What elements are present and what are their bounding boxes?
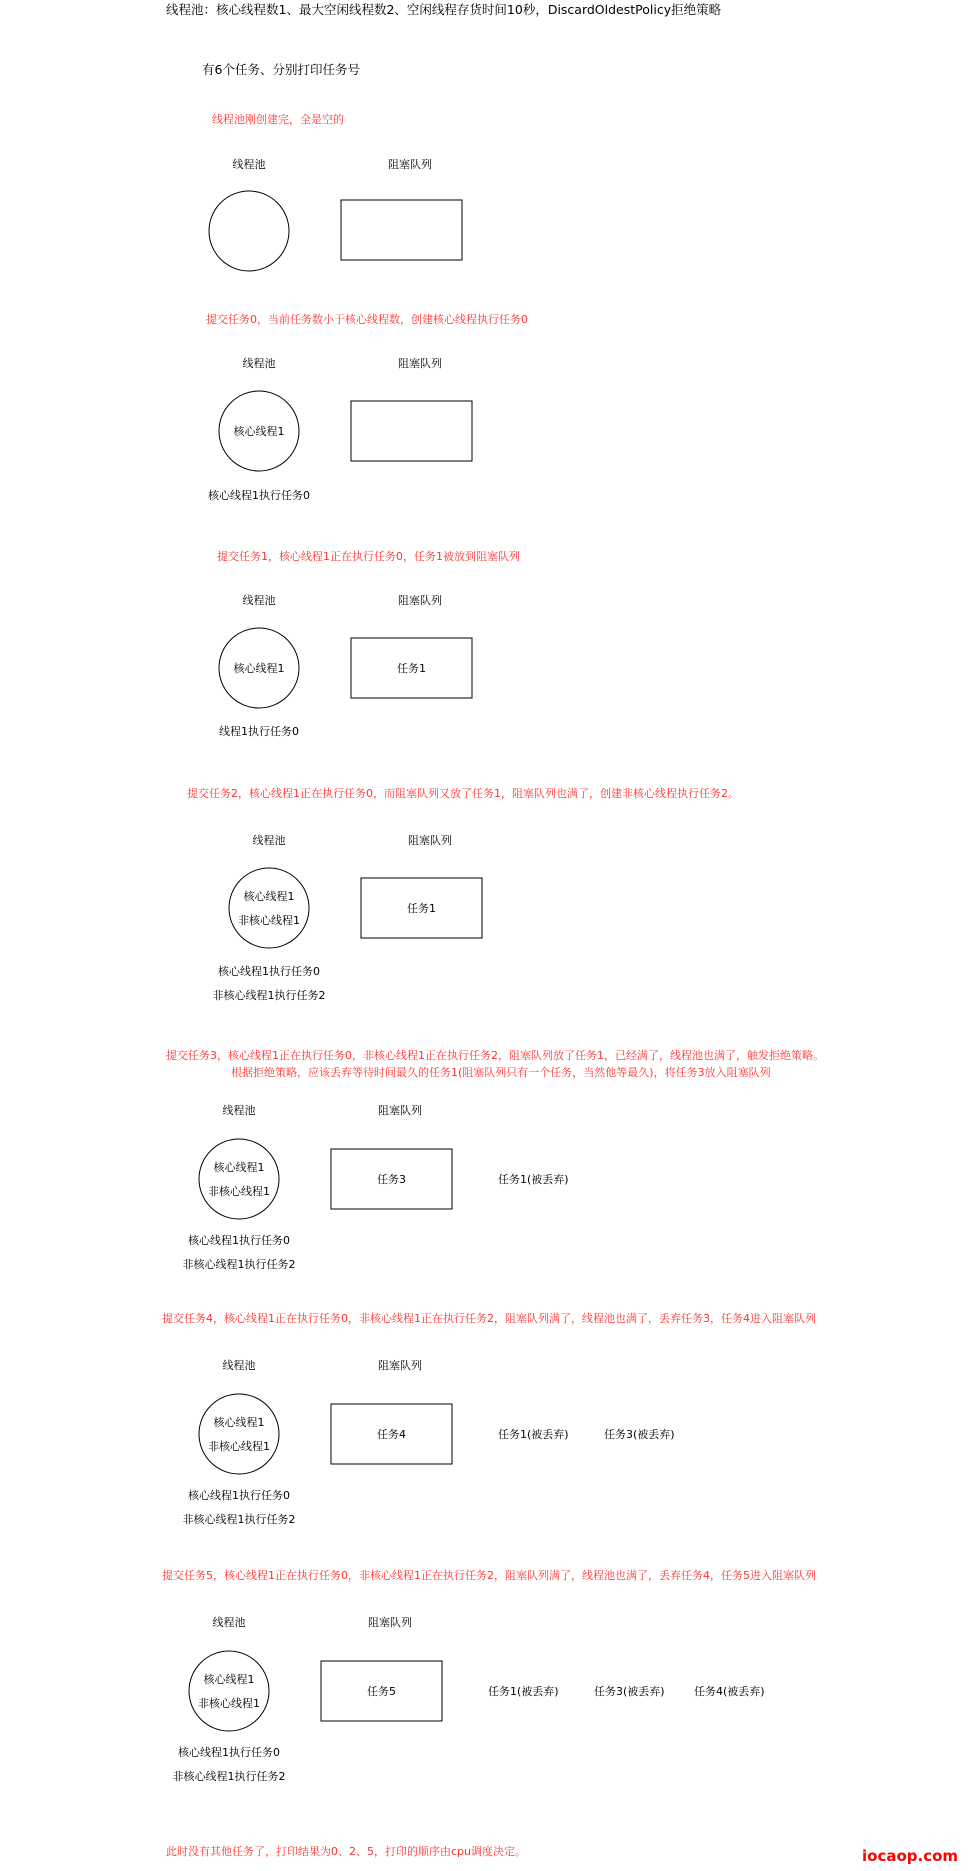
step-5-note-1: 核心线程1执行任务0 (188, 1234, 290, 1247)
step-3-queue-item: 任务1 (397, 662, 426, 675)
step-1-thread-pool-circle (209, 191, 289, 271)
step-4-pool-thread-2: 非核心线程1 (238, 914, 300, 927)
step-4-note-2: 非核心线程1执行任务2 (212, 989, 326, 1002)
step-7-thread-pool-circle (189, 1651, 269, 1731)
step-3-note-1: 线程1执行任务0 (219, 725, 299, 738)
step-3-pool-label: 线程池 (242, 594, 276, 607)
step-2-queue-label: 阻塞队列 (398, 357, 442, 370)
step-5-note-2: 非核心线程1执行任务2 (182, 1258, 296, 1271)
step-7-pool-thread-2: 非核心线程1 (198, 1697, 260, 1710)
step-1-blocking-queue-box (341, 200, 462, 260)
step-4-note-1: 核心线程1执行任务0 (218, 965, 320, 978)
step-6-queue-item: 任务4 (377, 1428, 406, 1441)
step-5-discarded-task-1: 任务1(被丢弃) (498, 1173, 569, 1186)
step-5-thread-pool-circle (199, 1139, 279, 1219)
step-6-pool-thread-2: 非核心线程1 (208, 1440, 270, 1453)
step-2-note-1: 核心线程1执行任务0 (208, 489, 310, 502)
step-7-queue-label: 阻塞队列 (368, 1616, 412, 1629)
step-6-caption-line-1: 提交任务4，核心线程1正在执行任务0，非核心线程1正在执行任务2，阻塞队列满了，线程池也满了，丢弃任务3，任务4进入阻塞队列 (162, 1312, 816, 1325)
step-7-discarded-task-3: 任务4(被丢弃) (694, 1685, 765, 1698)
step-4-queue-label: 阻塞队列 (408, 834, 452, 847)
step-6-discarded-task-2: 任务3(被丢弃) (604, 1428, 675, 1441)
step-1-pool-label: 线程池 (232, 158, 266, 171)
step-5-pool-label: 线程池 (222, 1104, 256, 1117)
step-7-queue-item: 任务5 (367, 1685, 396, 1698)
step-5-queue-label: 阻塞队列 (378, 1104, 422, 1117)
step-2-pool-thread-1: 核心线程1 (233, 425, 285, 438)
step-6-pool-thread-1: 核心线程1 (213, 1416, 265, 1429)
step-3-pool-thread-1: 核心线程1 (233, 662, 285, 675)
step-2-pool-label: 线程池 (242, 357, 276, 370)
step-2-caption-line-1: 提交任务0，当前任务数小于核心线程数，创建核心线程执行任务0 (206, 313, 528, 326)
step-5-caption-line-2: 根据拒绝策略，应该丢弃等待时间最久的任务1(阻塞队列只有一个任务，当然他等最久)，将任务3放入阻塞队列 (231, 1066, 771, 1079)
step-3-caption-line-1: 提交任务1，核心线程1正在执行任务0，任务1被放到阻塞队列 (217, 550, 520, 563)
step-5-pool-thread-2: 非核心线程1 (208, 1185, 270, 1198)
step-6-thread-pool-circle (199, 1394, 279, 1474)
step-2-blocking-queue-box (351, 401, 472, 461)
step-7-pool-label: 线程池 (212, 1616, 246, 1629)
step-6-note-2: 非核心线程1执行任务2 (182, 1513, 296, 1526)
step-7-discarded-task-1: 任务1(被丢弃) (488, 1685, 559, 1698)
step-7-pool-thread-1: 核心线程1 (203, 1673, 255, 1686)
steps-layer (162, 112, 824, 1783)
step-5-caption-line-1: 提交任务3，核心线程1正在执行任务0，非核心线程1正在执行任务2，阻塞队列放了任务1，已经满了，线程池也满了，触发拒绝策略。 (166, 1049, 824, 1062)
step-4-pool-thread-1: 核心线程1 (243, 890, 295, 903)
step-6-discarded-task-1: 任务1(被丢弃) (498, 1428, 569, 1441)
step-1-caption-line-1: 线程池刚创建完，全是空的 (212, 113, 344, 126)
step-4-caption-line-1: 提交任务2，核心线程1正在执行任务0，而阻塞队列又放了任务1，阻塞队列也满了，创建非核心线程执行任务2。 (187, 787, 739, 800)
diagram-title: 线程池：核心线程数1、最大空闲线程数2、空闲线程存货时间10秒，DiscardOldestPolicy拒绝策略 (166, 2, 722, 17)
step-7-discarded-task-2: 任务3(被丢弃) (594, 1685, 665, 1698)
diagram-subtitle: 有6个任务、分别打印任务号 (202, 62, 360, 77)
step-7-note-1: 核心线程1执行任务0 (178, 1746, 280, 1759)
step-6-note-1: 核心线程1执行任务0 (188, 1489, 290, 1502)
step-4-thread-pool-circle (229, 868, 309, 948)
step-5-queue-item: 任务3 (377, 1173, 406, 1186)
conclusion-text: 此时没有其他任务了，打印结果为0、2、5，打印的顺序由cpu调度决定。 (166, 1845, 526, 1858)
watermark: iocaop.com (862, 1847, 959, 1865)
step-7-note-2: 非核心线程1执行任务2 (172, 1770, 286, 1783)
step-4-pool-label: 线程池 (252, 834, 286, 847)
step-6-queue-label: 阻塞队列 (378, 1359, 422, 1372)
step-1-queue-label: 阻塞队列 (388, 158, 432, 171)
step-7-caption-line-1: 提交任务5，核心线程1正在执行任务0，非核心线程1正在执行任务2，阻塞队列满了，线程池也满了，丢弃任务4，任务5进入阻塞队列 (162, 1569, 816, 1582)
step-4-queue-item: 任务1 (407, 902, 436, 915)
step-6-pool-label: 线程池 (222, 1359, 256, 1372)
step-5-pool-thread-1: 核心线程1 (213, 1161, 265, 1174)
step-3-queue-label: 阻塞队列 (398, 594, 442, 607)
